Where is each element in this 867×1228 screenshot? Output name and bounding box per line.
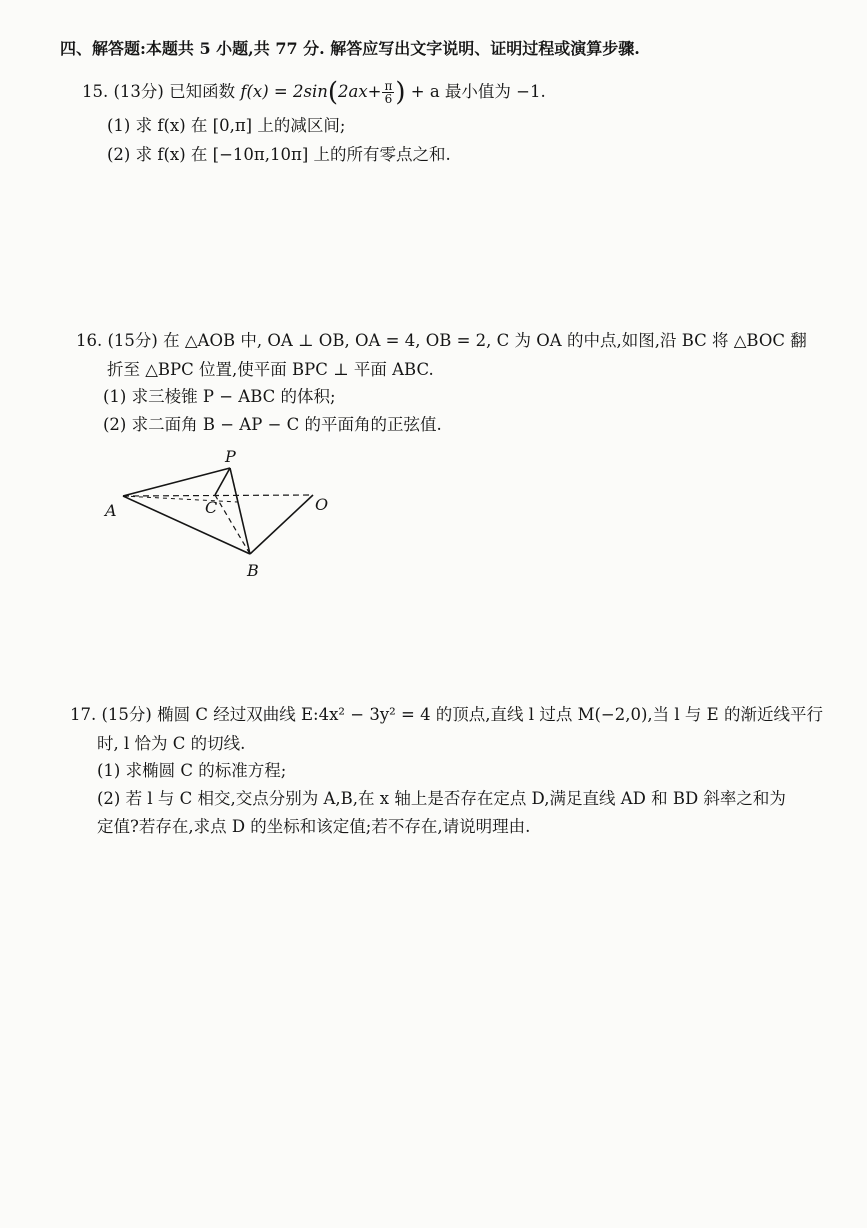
- q15-frac-num: π: [384, 79, 393, 93]
- q15-function: f(x) = 2sin: [240, 82, 328, 101]
- label-A: A: [105, 501, 117, 520]
- edge-AB: [123, 496, 250, 554]
- q16-part1: (1) 求三棱锥 P − ABC 的体积;: [103, 387, 336, 406]
- edge-A-foot-dashed: [123, 496, 238, 502]
- q17-part1: (1) 求椭圆 C 的标准方程;: [97, 761, 287, 780]
- q15-stem: [82, 77, 546, 108]
- label-P: P: [225, 447, 236, 466]
- q15-fraction: [382, 80, 394, 105]
- edge-PB: [230, 468, 250, 554]
- q16-score: (15分): [107, 331, 158, 350]
- q15-part2: (2) 求 f(x) 在 [−10π,10π] 上的所有零点之和.: [107, 145, 451, 164]
- label-O: O: [315, 495, 329, 514]
- q15-right-paren: ): [395, 77, 406, 108]
- q17-line2: 时, l 恰为 C 的切线.: [97, 734, 246, 753]
- q16-line1: [76, 330, 807, 352]
- q17-part3: 定值?若存在,求点 D 的坐标和该定值;若不存在,请说明理由.: [97, 817, 531, 836]
- q17-score: (15分): [101, 705, 152, 724]
- q16-stem-line1: 在 △AOB 中, OA ⊥ OB, OA = 4, OB = 2, C 为 OA 的中点,如图,沿 BC 将 △BOC 翻: [163, 331, 807, 350]
- q17-part2: (2) 若 l 与 C 相交,交点分别为 A,B,在 x 轴上是否存在定点 D,满足直线 AD 和 BD 斜率之和为: [97, 789, 786, 808]
- q17-line1: [70, 704, 823, 726]
- q15-left-paren: (: [327, 77, 339, 108]
- q15-inner: 2ax+: [338, 82, 382, 101]
- q16-number: 16.: [76, 331, 103, 350]
- q16-line2: 折至 △BPC 位置,使平面 BPC ⊥ 平面 ABC.: [107, 360, 434, 379]
- label-C: C: [205, 498, 218, 517]
- q16-part2: (2) 求二面角 B − AP − C 的平面角的正弦值.: [103, 415, 442, 434]
- q15-stem-suffix: + a 最小值为 −1.: [410, 82, 546, 101]
- edge-AP: [123, 468, 230, 496]
- q17-number: 17.: [70, 705, 97, 724]
- q15-part1: (1) 求 f(x) 在 [0,π] 上的减区间;: [107, 116, 346, 135]
- edge-AO-dashed: [123, 495, 313, 496]
- edge-BO: [250, 495, 313, 554]
- q15-frac-den: 6: [384, 92, 393, 106]
- q17-stem-line1: 椭圆 C 经过双曲线 E:4x² − 3y² = 4 的顶点,直线 l 过点 M(−2,0),当 l 与 E 的渐近线平行: [157, 705, 823, 724]
- q15-stem-prefix: 已知函数: [169, 82, 236, 101]
- section-title: 四、解答题:本题共 5 小题,共 77 分. 解答应写出文字说明、证明过程或演算步骤.: [60, 39, 640, 58]
- q15-number: 15.: [82, 82, 109, 101]
- label-B: B: [247, 561, 259, 580]
- q15-score: (13分): [113, 82, 164, 101]
- q16-pyramid-figure: [95, 440, 355, 590]
